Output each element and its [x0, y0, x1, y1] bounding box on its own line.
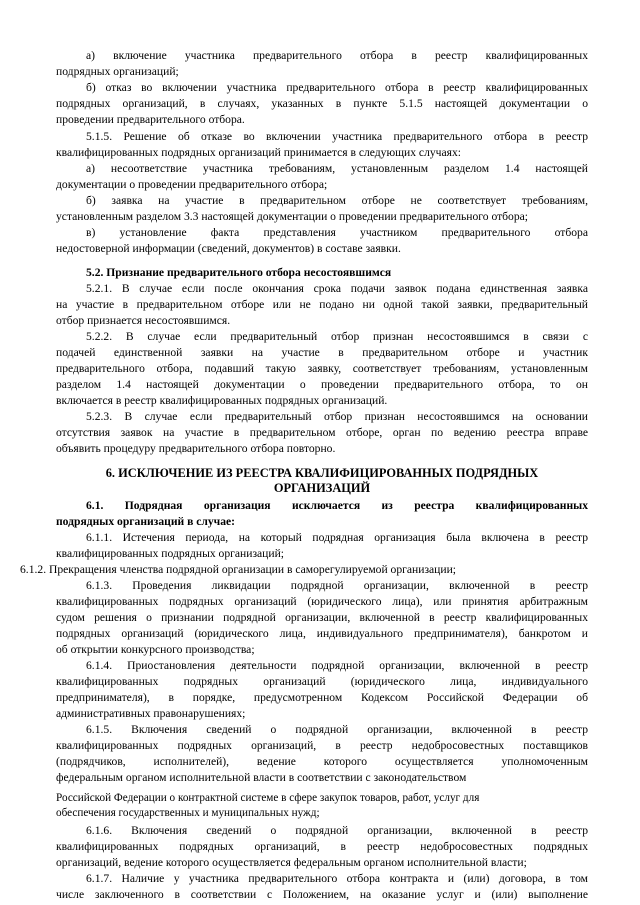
- text-line: квалифицированных подрядных организаций (юридического лица, индивидуального: [56, 675, 588, 688]
- text-line: на участие в предварительном отборе или не подано ни одной такой заявки, предварительный: [56, 298, 588, 311]
- text-line: обеспечения государственных и муниципальных нужд;: [56, 807, 320, 819]
- text-line: 5.2.3. В случае если предварительный отбор признан несостоявшимся на основании: [86, 410, 588, 423]
- text-line: подрядных организаций (юридического лица, индивидуального предпринимателя), банкротом и: [56, 627, 588, 640]
- text-line: 6.1.1. Истечения периода, на который подрядная организация была включена в реестр: [86, 531, 588, 544]
- text-line: подачей единственной заявки на участие в предварительном отборе и участник: [56, 346, 588, 359]
- text-line: предварительного отбора, подавший такую заявку, соответствует требованиям, установленным: [56, 362, 588, 375]
- section-heading-line: 6. ИСКЛЮЧЕНИЕ ИЗ РЕЕСТРА КВАЛИФИЦИРОВАННЫХ ПОДРЯДНЫХ: [105, 466, 539, 480]
- text-line: 6.1.7. Наличие у участника предварительного отбора контракта и (или) договора, в том: [86, 872, 588, 885]
- text-line: организаций, ведение которого осуществляется федеральным органом исполнительной власти;: [56, 856, 527, 869]
- text-line: федеральным органом исполнительной власти в соответствии с законодательством: [56, 771, 467, 784]
- text-line: 6.1. Подрядная организация исключается из реестра квалифицированных: [86, 499, 588, 512]
- text-line: квалифицированных подрядных организаций (юридического лица), или принятия арбитражным: [56, 595, 588, 608]
- text-line: 5.1.5. Решение об отказе во включении участника предварительного отбора в реестр: [86, 130, 588, 143]
- text-line: 6.1.5. Включения сведений о подрядной организации, включенной в реестр: [86, 723, 588, 736]
- text-line: подрядных организаций;: [56, 65, 179, 78]
- text-line: Российской Федерации о контрактной системе в сфере закупок товаров, работ, услуг для: [56, 792, 480, 804]
- text-line: административных правонарушениях;: [56, 707, 246, 720]
- text-line: отбор признается несостоявшимся.: [56, 314, 231, 327]
- text-line: 5.2.2. В случае если предварительный отбор признан несостоявшимся в связи с: [86, 330, 588, 343]
- text-line: квалифицированных подрядных организаций;: [56, 547, 285, 560]
- section-heading-line: ОРГАНИЗАЦИЙ: [273, 481, 371, 495]
- text-line: 6.1.6. Включения сведений о подрядной организации, включенной в реестр: [86, 824, 588, 837]
- text-line: разделом 1.4 настоящей документации о проведении предварительного отбора, то он: [56, 378, 588, 391]
- text-line: б) заявка на участие в предварительном отборе не соответствует требованиям,: [86, 194, 588, 207]
- text-line: судом решения о признании подрядной организации, включенной в реестр квалифицированных: [56, 611, 588, 624]
- text-line: 6.1.2. Прекращения членства подрядной организации в саморегулируемой организации;: [20, 563, 457, 576]
- text-line: подрядных организаций, в случаях, указанных в пункте 5.1.5 настоящей документации о: [56, 97, 588, 110]
- text-line: установленным разделом 3.3 настоящей документации о проведении предварительного отбора;: [56, 210, 529, 223]
- text-line: а) включение участника предварительного отбора в реестр квалифицированных: [86, 49, 588, 62]
- text-line: 5.2. Признание предварительного отбора несостоявшимся: [86, 266, 392, 279]
- text-line: документации о проведении предварительного отбора;: [56, 178, 328, 191]
- text-line: недостоверной информации (сведений, документов) в составе заявки.: [56, 242, 401, 255]
- text-line: б) отказ во включении участника предварительного отбора в реестр квалифицированных: [86, 81, 588, 94]
- text-line: 6.1.3. Проведения ликвидации подрядной организации, включенной в реестр: [86, 579, 588, 592]
- text-line: об открытии конкурсного производства;: [56, 643, 255, 656]
- text-line: в) установление факта представления участником предварительного отбора: [86, 226, 588, 239]
- text-line: предпринимателя), в порядке, предусмотренном Кодексом Российской Федерации об: [56, 691, 588, 704]
- text-line: подрядных организаций в случае:: [56, 515, 236, 528]
- text-line: 6.1.4. Приостановления деятельности подрядной организации, включенной в реестр: [86, 659, 588, 672]
- text-line: (подрядчиков, исполнителей), ведение которого осуществляется уполномоченным: [56, 755, 588, 768]
- text-line: а) несоответствие участника требованиям, установленным разделом 1.4 настоящей: [86, 162, 588, 175]
- text-line: отсутствия заявок на участие в предварительном отборе, орган по ведению реестра вправе: [56, 426, 588, 439]
- text-line: объявить процедуру предварительного отбора повторно.: [56, 442, 336, 455]
- text-line: квалифицированных подрядных организаций принимается в следующих случаях:: [56, 146, 461, 159]
- text-line: включается в реестр квалифицированных подрядных организаций.: [56, 394, 388, 407]
- text-line: проведении предварительного отбора.: [56, 113, 245, 126]
- text-line: 5.2.1. В случае если после окончания срока подачи заявок подана единственная заявка: [86, 282, 588, 295]
- text-line: числе заключенного в соответствии с Положением, на оказание услуг и (или) выполнение: [56, 888, 588, 901]
- text-line: квалифицированных подрядных организаций, в реестр недобросовестных подрядных: [56, 840, 588, 853]
- text-line: квалифицированных подрядных организаций, в реестр недобросовестных поставщиков: [56, 739, 588, 752]
